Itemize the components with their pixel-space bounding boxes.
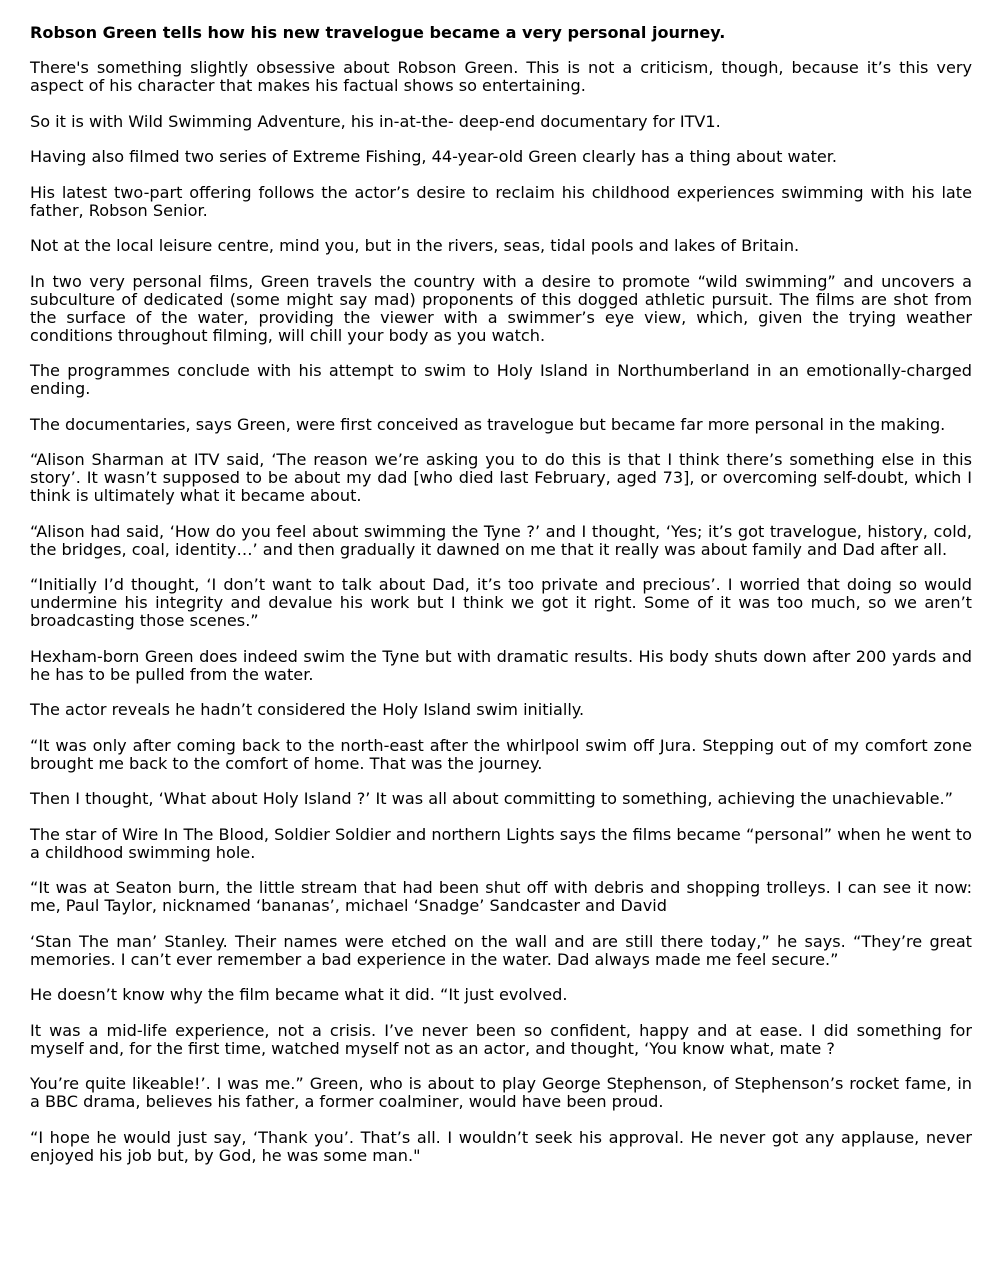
article-headline: Robson Green tells how his new travelogue became a very personal journey. bbox=[30, 23, 726, 42]
article-paragraph: “Alison had said, ‘How do you feel about swimming the Tyne ?’ and I thought, ‘Yes; it’s got travelogue, history, cold, the bridges, coal, identity…’ and then gradually it dawned on me that it really was about family and Dad after all. bbox=[30, 521, 972, 559]
article-paragraph: Having also filmed two series of Extreme Fishing, 44-year-old Green clearly has a thing about water. bbox=[30, 147, 838, 166]
article-paragraph: Not at the local leisure centre, mind you, but in the rivers, seas, tidal pools and lakes of Britain. bbox=[30, 236, 800, 255]
article-paragraph: “Initially I’d thought, ‘I don’t want to talk about Dad, it’s too private and precious’. I worried that doing so would undermine his integrity and devalue his work but I think we got it right. Some of it was too much, so we aren’t broadcasting those scenes.” bbox=[30, 575, 972, 630]
article-paragraph: The star of Wire In The Blood, Soldier Soldier and northern Lights says the films became “personal” when he went to a childhood swimming hole. bbox=[30, 824, 972, 862]
article-paragraph: The actor reveals he hadn’t considered the Holy Island swim initially. bbox=[30, 700, 585, 719]
article-paragraph: He doesn’t know why the film became what it did. “It just evolved. bbox=[30, 985, 568, 1004]
article-paragraph: You’re quite likeable!’. I was me.” Green, who is about to play George Stephenson, of Stephenson’s rocket fame, in a BBC drama, believes his father, a former coalminer, would have been proud. bbox=[30, 1074, 972, 1111]
article-page bbox=[30, 24, 972, 1182]
article-paragraph: There's something slightly obsessive about Robson Green. This is not a criticism, though, because it’s this very aspect of his character that makes his factual shows so entertaining. bbox=[30, 58, 972, 95]
article-paragraph: “I hope he would just say, ‘Thank you’. That’s all. I wouldn’t seek his approval. He never got any applause, never enjoyed his job but, by God, he was some man." bbox=[30, 1127, 972, 1165]
article-paragraph: “It was at Seaton burn, the little stream that had been shut off with debris and shopping trolleys. I can see it now: me, Paul Taylor, nicknamed ‘bananas’, michael ‘Snadge’ Sandcaster and David bbox=[30, 878, 972, 915]
article-paragraph: The documentaries, says Green, were first conceived as travelogue but became far more personal in the making. bbox=[30, 414, 946, 434]
article-paragraph: So it is with Wild Swimming Adventure, his in-at-the- deep-end documentary for ITV1. bbox=[30, 111, 721, 131]
article-paragraph: “Alison Sharman at ITV said, ‘The reason we’re asking you to do this is that I think there’s something else in this story’. It wasn’t supposed to be about my dad [who died last February, aged 73], or overcoming self-doubt, which I think is ultimately what it became about. bbox=[30, 450, 972, 505]
article-paragraph: “It was only after coming back to the north-east after the whirlpool swim off Jura. Stepping out of my comfort zone brought me back to the comfort of home. That was the journey. bbox=[30, 735, 972, 773]
article-paragraph: Hexham-born Green does indeed swim the Tyne but with dramatic results. His body shuts down after 200 yards and he has to be pulled from the water. bbox=[30, 646, 972, 684]
article-paragraph: In two very personal films, Green travels the country with a desire to promote “wild swimming” and uncovers a subculture of dedicated (some might say mad) proponents of this dogged athletic pursuit. The films are shot from the surface of the water, providing the viewer with a swimmer’s eye view, which, given the trying weather conditions throughout filming, will chill your body as you watch. bbox=[30, 271, 972, 345]
article-paragraph: His latest two-part offering follows the actor’s desire to reclaim his childhood experiences swimming with his late father, Robson Senior. bbox=[30, 182, 972, 220]
article-paragraph: Then I thought, ‘What about Holy Island ?’ It was all about committing to something, achieving the unachievable.” bbox=[30, 789, 953, 808]
article-paragraph: It was a mid-life experience, not a crisis. I’ve never been so confident, happy and at ease. I did something for myself and, for the first time, watched myself not as an actor, and thought, ‘You know what, mate ? bbox=[30, 1020, 972, 1058]
article-paragraph: The programmes conclude with his attempt to swim to Holy Island in Northumberland in an emotionally-charged ending. bbox=[30, 361, 972, 398]
article-paragraph: ‘Stan The man’ Stanley. Their names were etched on the wall and are still there today,” he says. “They’re great memories. I can’t ever remember a bad experience in the water. Dad always made me feel secure.” bbox=[30, 931, 972, 969]
